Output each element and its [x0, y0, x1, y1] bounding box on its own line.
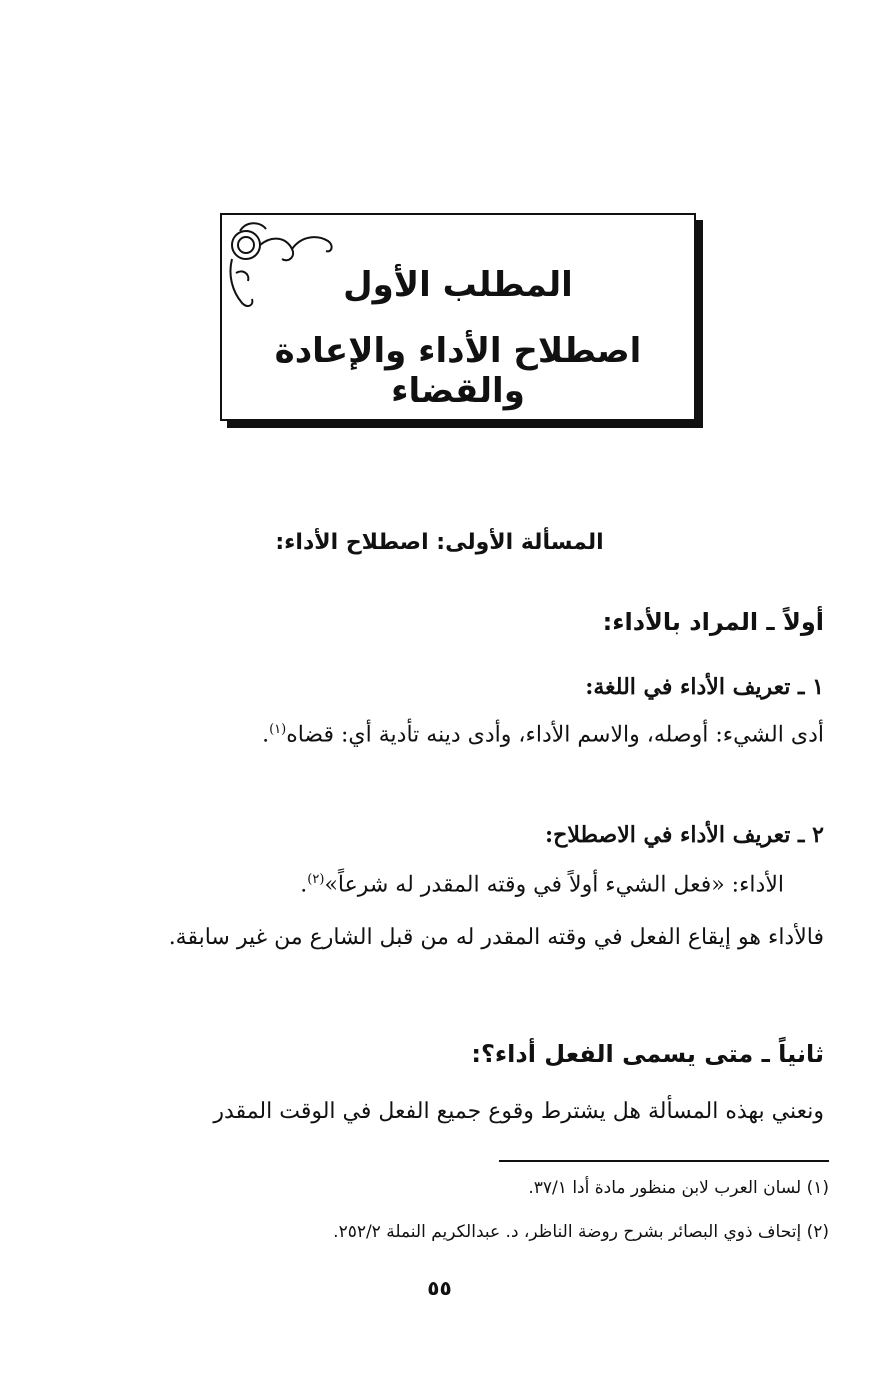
second-heading: ثانياً ـ متى يسمى الفعل أداء؟: [471, 1040, 824, 1068]
footnote-2-text: إتحاف ذوي البصائر بشرح روضة الناظر، د. عبدالكريم النملة ٢٥٢/٢. [333, 1222, 802, 1242]
footnote-2 [333, 1222, 829, 1242]
item2-paragraph [54, 862, 824, 903]
footnote-1 [528, 1178, 829, 1198]
chapter-subtitle: اصطلاح الأداء والإعادة والقضاء [274, 331, 642, 411]
conclusion-paragraph: فالأداء هو إيقاع الفعل في وقته المقدر له من قبل الشارع من غير سابقة. [168, 925, 824, 950]
item1-heading: ١ ـ تعريف الأداء في اللغة: [585, 674, 824, 700]
chapter-title: المطلب الأول [343, 265, 573, 305]
footnote-2-number: (٢) [806, 1222, 829, 1242]
footnote-ref-2[interactable]: (٢) [307, 872, 325, 887]
footnote-ref-1[interactable]: (١) [269, 722, 287, 737]
item1-text: أدى الشيء: أوصله، والاسم الأداء، وأدى دينه تأدية أي: قضاه [286, 722, 824, 748]
item1-paragraph [54, 712, 824, 753]
item1-end: . [262, 722, 270, 748]
footnote-divider [499, 1160, 829, 1162]
footnote-1-number: (١) [806, 1178, 829, 1198]
page-number: ٥٥ [427, 1276, 452, 1300]
first-heading: أولاً ـ المراد بالأداء: [602, 608, 824, 636]
chapter-title-box [220, 213, 696, 421]
item2-heading: ٢ ـ تعريف الأداء في الاصطلاح: [545, 822, 824, 848]
footnote-1-text: لسان العرب لابن منظور مادة أدا ٣٧/١. [528, 1178, 802, 1198]
section-heading: المسألة الأولى: اصطلاح الأداء: [275, 530, 604, 555]
second-paragraph: ونعني بهذه المسألة هل يشترط وقوع جميع الفعل في الوقت المقدر [213, 1099, 824, 1124]
item2-end: . [300, 872, 308, 898]
item2-text: الأداء: «فعل الشيء أولاً في وقته المقدر له شرعاً» [324, 872, 784, 898]
